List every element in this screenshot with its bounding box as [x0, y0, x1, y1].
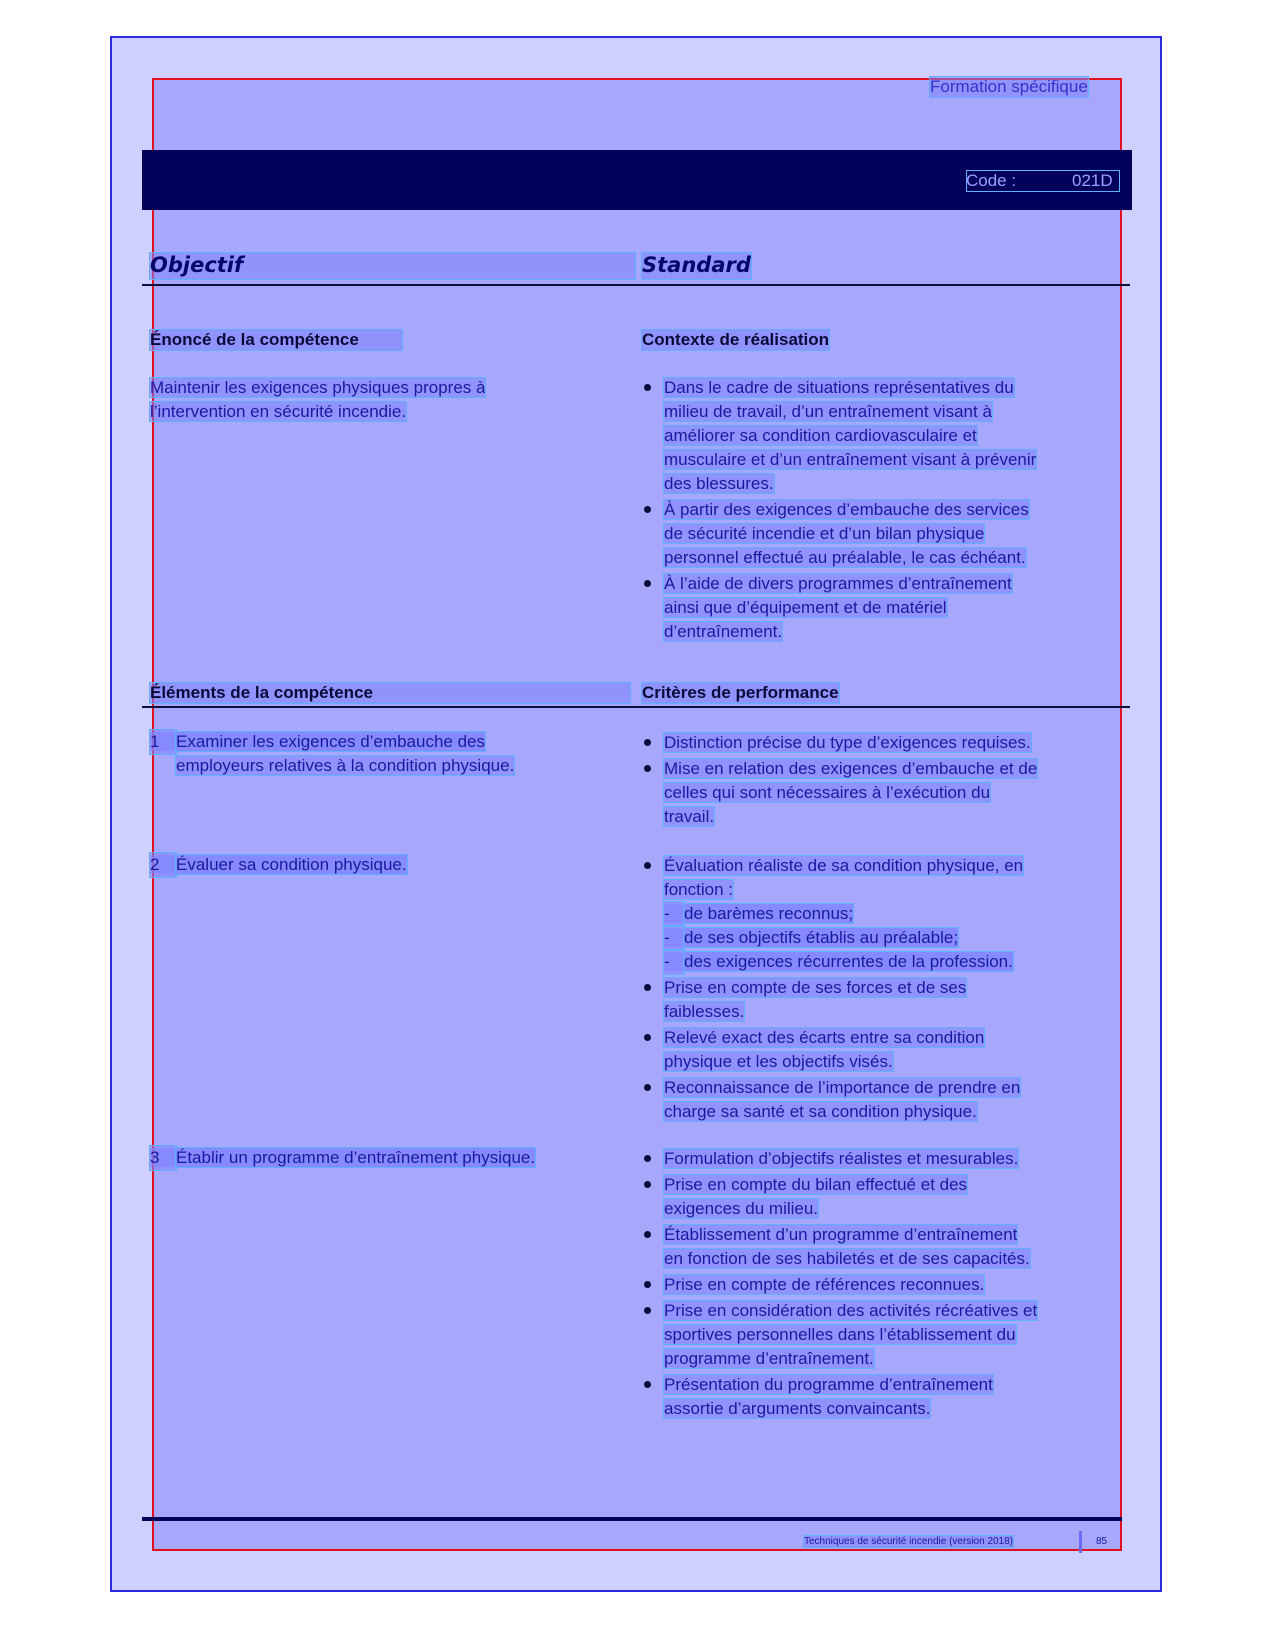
standard-column-title: Standard — [642, 253, 751, 277]
criterion-item: Reconnaissance de l’importance de prendre en charge sa santé et sa condition physique. — [642, 1076, 1122, 1124]
criterion-item: Relevé exact des écarts entre sa condition physique et les objectifs visés. — [642, 1026, 1122, 1074]
criterion-item: Prise en compte de références reconnues. — [642, 1273, 1122, 1297]
context-item: Dans le cadre de situations représentatives du milieu de travail, d’un entraînement visant à améliorer sa condition cardiovasculaire et musculaire et d’un entraînement visant à prévenir des blessures. — [642, 376, 1122, 496]
criteria-1 — [642, 731, 1122, 829]
criterion-item: Distinction précise du type d’exigences requises. — [642, 731, 1122, 755]
context-list — [642, 376, 1122, 644]
criterion-item: Prise en compte du bilan effectué et des exigences du milieu. — [642, 1173, 1122, 1221]
elements-title: Éléments de la compétence — [150, 683, 630, 703]
criteria-2 — [642, 854, 1122, 1124]
columns-divider — [142, 284, 1130, 286]
sub-criterion: - des exigences récurrentes de la profession. — [664, 950, 1122, 974]
page-number: 85 — [1096, 1536, 1108, 1547]
footer-rule — [142, 1517, 1122, 1521]
code-label: Code : — [966, 171, 1017, 190]
element-1: 1 Examiner les exigences d’embauche des employeurs relatives à la condition physique. — [150, 732, 515, 775]
criterion-item: Formulation d’objectifs réalistes et mesurables. — [642, 1147, 1122, 1171]
criterion-item: Présentation du programme d’entraînement assortie d’arguments convaincants. — [642, 1373, 1122, 1421]
criterion-item: Établissement d’un programme d’entraînement en fonction de ses habiletés et de ses capacités. — [642, 1223, 1122, 1271]
footer-text: Techniques de sécurité incendie (version 2018) — [804, 1536, 1014, 1547]
context-item: À partir des exigences d’embauche des services de sécurité incendie et d’un bilan physique personnel effectué au préalable, le cas échéant. — [642, 498, 1122, 570]
competence-statement — [150, 376, 640, 424]
program-label: Formation spécifique — [930, 77, 1088, 96]
competence-statement-title: Énoncé de la compétence — [150, 330, 402, 350]
statement-line: l’intervention en sécurité incendie. — [150, 402, 407, 421]
element-3: 3 Établir un programme d’entraînement physique. — [150, 1146, 640, 1170]
criterion-item: Mise en relation des exigences d’embauche et de celles qui sont nécessaires à l’exécution du travail. — [642, 757, 1122, 829]
criterion-item: Prise en considération des activités récréatives et sportives personnelles dans l’établissement du programme d’entraînement. — [642, 1299, 1122, 1371]
code-value: 021D — [1072, 171, 1113, 190]
objective-column-title: Objectif — [150, 253, 635, 279]
elements-divider — [142, 706, 1130, 708]
statement-line: Maintenir les exigences physiques propres à — [150, 378, 486, 397]
criteria-3 — [642, 1147, 1122, 1421]
context-item: À l’aide de divers programmes d’entraînement ainsi que d’équipement et de matériel d’entraînement. — [642, 572, 1122, 644]
context-title: Contexte de réalisation — [642, 330, 830, 349]
criterion-item: Prise en compte de ses forces et de ses faiblesses. — [642, 976, 1122, 1024]
element-2: 2 Évaluer sa condition physique. — [150, 853, 640, 877]
sub-criterion: - de barèmes reconnus; — [664, 902, 1122, 926]
criteria-title: Critères de performance — [642, 683, 839, 702]
criterion-item: Évaluation réaliste de sa condition physique, en fonction : - de barèmes reconnus; - de ses objectifs établis au préalable; - des exigences récurrentes de la profession. — [642, 854, 1122, 974]
footer-separator — [1079, 1531, 1082, 1553]
sub-criterion: - de ses objectifs établis au préalable; — [664, 926, 1122, 950]
